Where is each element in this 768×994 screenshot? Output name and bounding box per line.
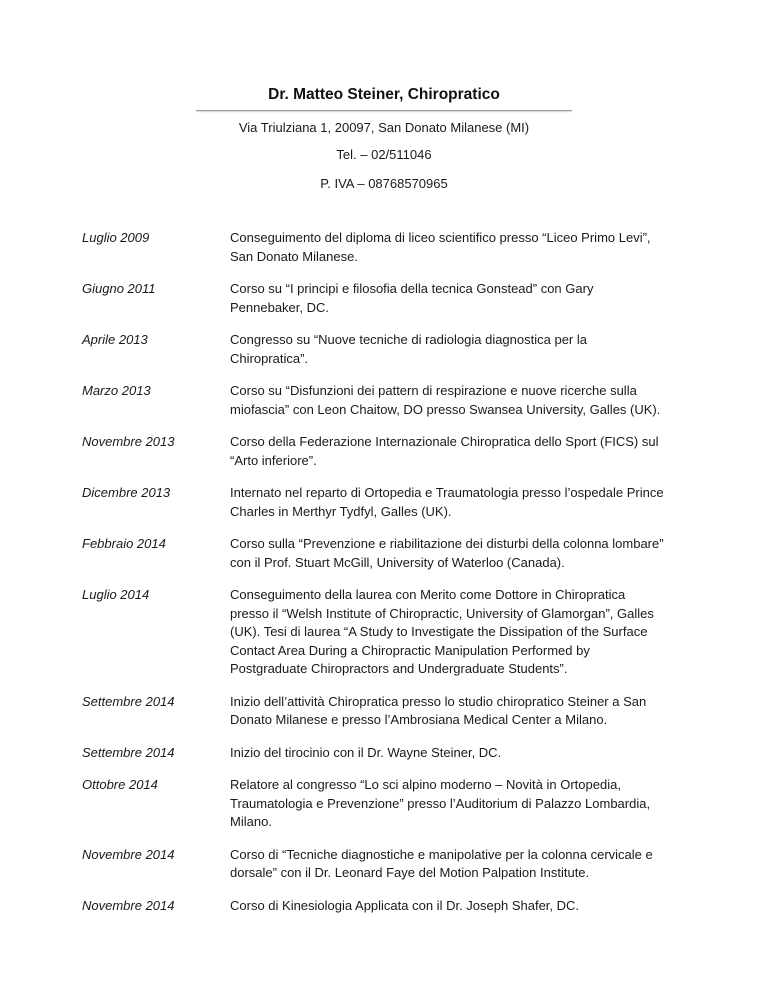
- entry-description: Corso di “Tecniche diagnostiche e manipolative per la colonna cervicale e dorsale” con il Dr. Leonard Faye del Motion Palpation Institute.: [230, 846, 653, 880]
- timeline-entry: [82, 382, 682, 419]
- entry-date: Giugno 2011: [82, 281, 156, 296]
- entry-date: Novembre 2014: [82, 846, 175, 862]
- vat-line: P. IVA – 08768570965: [320, 176, 448, 191]
- entry-description: Corso sulla “Prevenzione e riabilitazione dei disturbi della colonna lombare” con il Prof. Stuart McGill, University of Waterloo (Canada).: [230, 536, 664, 570]
- timeline-entry: [82, 897, 682, 916]
- entry-date: Febbraio 2014: [82, 536, 166, 551]
- timeline-list: [82, 229, 682, 929]
- timeline-entry: [82, 433, 682, 470]
- entry-description: Corso di Kinesiologia Applicata con il Dr. Joseph Shafer, DC.: [230, 897, 580, 913]
- timeline-entry: [82, 229, 682, 266]
- timeline-entry: [82, 693, 682, 730]
- timeline-entry: [82, 744, 682, 763]
- entry-description: Conseguimento della laurea con Merito come Dottore in Chiropratica presso il “Welsh Institute of Chiropractic, University of Glamorgan”, Galles (UK). Tesi di laurea “A Study to Investigate the Dissipation of the Surface Contact Area During a Chiropractic Manipulation Performed by Postgraduate Chiropractors and Undergraduate Students”.: [230, 587, 654, 676]
- entry-description: Inizio del tirocinio con il Dr. Wayne Steiner, DC.: [230, 744, 502, 760]
- entry-date: Settembre 2014: [82, 744, 175, 760]
- document-title: Dr. Matteo Steiner, Chiropratico: [268, 86, 500, 103]
- entry-description: Corso su “I principi e filosofia della tecnica Gonstead” con Gary Pennebaker, DC.: [230, 281, 594, 315]
- entry-description: Corso su “Disfunzioni dei pattern di respirazione e nuove ricerche sulla miofascia” con Leon Chaitow, DO presso Swansea University, Galles (UK).: [230, 383, 661, 417]
- entry-date: Marzo 2013: [82, 383, 151, 398]
- timeline-entry: [82, 586, 682, 679]
- entry-description: Conseguimento del diploma di liceo scientifico presso “Liceo Primo Levi”, San Donato Milanese.: [230, 230, 651, 264]
- timeline-entry: [82, 331, 682, 368]
- entry-description: Relatore al congresso “Lo sci alpino moderno – Novità in Ortopedia, Traumatologia e Prevenzione” presso l’Auditorium di Palazzo Lombardia, Milano.: [230, 777, 651, 829]
- entry-date: Settembre 2014: [82, 693, 175, 709]
- entry-description: Corso della Federazione Internazionale Chiropratica dello Sport (FICS) sul “Arto inferiore”.: [230, 434, 659, 468]
- entry-date: Luglio 2014: [82, 587, 150, 602]
- timeline-entry: [82, 535, 682, 572]
- entry-description: Congresso su “Nuove tecniche di radiologia diagnostica per la Chiropratica”.: [230, 332, 587, 366]
- timeline-entry: [82, 280, 682, 317]
- entry-date: Dicembre 2013: [82, 485, 171, 500]
- entry-date: Novembre 2014: [82, 897, 175, 913]
- document-header: [0, 84, 768, 106]
- entry-description: Inizio dell’attività Chiropratica presso lo studio chiropratico Steiner a San Donato Milanese e presso l’Ambrosiana Medical Center a Milano.: [230, 693, 647, 727]
- entry-description: Internato nel reparto di Ortopedia e Traumatologia presso l’ospedale Prince Charles in Merthyr Tydfyl, Galles (UK).: [230, 485, 664, 519]
- entry-date: Luglio 2009: [82, 230, 150, 245]
- entry-date: Aprile 2013: [82, 332, 148, 347]
- timeline-entry: [82, 484, 682, 521]
- timeline-entry: [82, 846, 682, 883]
- timeline-entry: [82, 776, 682, 832]
- entry-date: Novembre 2013: [82, 434, 175, 449]
- phone-line: Tel. – 02/511046: [336, 147, 432, 162]
- title-divider: [196, 110, 572, 111]
- address-line: Via Triulziana 1, 20097, San Donato Milanese (MI): [238, 120, 530, 135]
- entry-date: Ottobre 2014: [82, 777, 158, 792]
